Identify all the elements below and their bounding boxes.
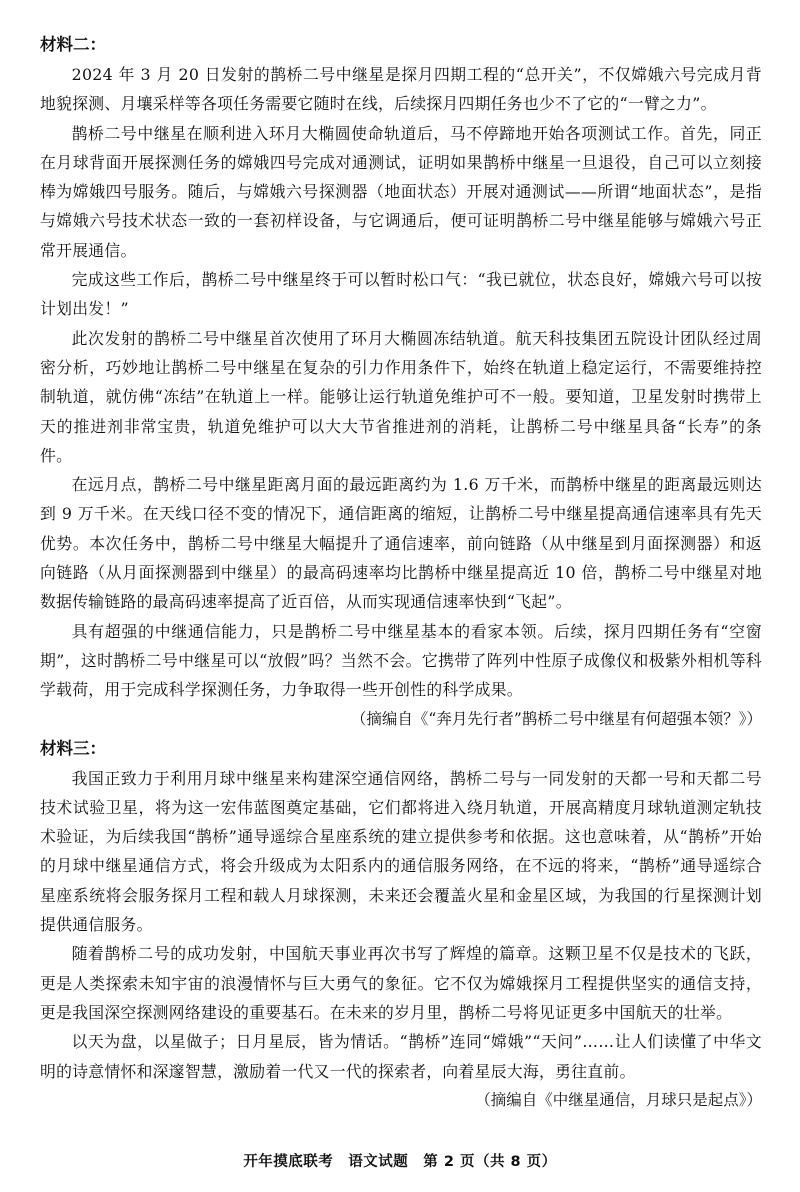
material-3-heading: 材料三： [40,738,106,758]
material-2-paragraph: 在远月点，鹊桥二号中继星距离月面的最远距离约为 1.6 万千米，而鹊桥中继星的距离最远则达到 9 万千米。在天线口径不变的情况下，通信距离的缩短，让鹊桥二号中继星提高通信速率具有先天优势。本次任务中，鹊桥二号中继星大幅提升了通信速率，前向链路（从中继星到月面探测器）和返向链路（从月面探测器到中继星）的最高码速率均比鹊桥中继星提高近 10 倍，鹊桥二号中继星对地数据传输链路的最高码速率提高了近百倍，从而实现通信速率快到“飞起”。 [40,475,762,612]
material-2-paragraph: 鹊桥二号中继星在顺利进入环月大椭圆使命轨道后，马不停蹄地开始各项测试工作。首先，同正在月球背面开展探测任务的嫦娥四号完成对通测试，证明如果鹊桥中继星一旦退役，自己可以立刻接棒为嫦娥四号服务。随后，与嫦娥六号探测器（地面状态）开展对通测试——所谓“地面状态”，是指与嫦娥六号技术状态一致的一套初样设备，与它调通后，便可证明鹊桥二号中继星能够与嫦娥六号正常开展通信。 [40,123,762,260]
material-3-paragraph: 我国正致力于利用月球中继星来构建深空通信网络，鹊桥二号与一同发射的天都一号和天都二号技术试验卫星，将为这一宏伟蓝图奠定基础，它们都将进入绕月轨道，开展高精度月球轨道测定轨技术验证，为后续我国“鹊桥”通导遥综合星座系统的建立提供参考和依据。这也意味着，从“鹊桥”开始的月球中继星通信方式，将会升级成为太阳系内的通信服务网络，在不远的将来，“鹊桥”通导遥综合星座系统将会服务探月工程和载人月球探测，未来还会覆盖火星和金星区域，为我国的行星探测计划提供通信服务。 [40,768,762,935]
document-page [40,30,762,1115]
material-3-paragraph: 以天为盘，以星做子；日月星辰，皆为情话。“鹊桥”连同“嫦娥”“天问”……让人们读懂了中华文明的诗意情怀和深邃智慧，激励着一代又一代的探索者，向着星辰大海，勇往直前。 [40,1032,762,1081]
page-footer: 开年摸底联考 语文试题 第 2 页（共 8 页） [243,1154,557,1170]
material-2-paragraph: 具有超强的中继通信能力，只是鹊桥二号中继星基本的看家本领。后续，探月四期任务有“空窗期”，这时鹊桥二号中继星可以“放假”吗？当然不会。它携带了阵列中性原子成像仪和极紫外相机等科学载荷，用于完成科学探测任务，力争取得一些开创性的科学成果。 [40,621,762,700]
material-2-heading: 材料二： [40,35,106,54]
material-3-source: （摘编自《中继星通信，月球只是起点》） [475,1090,762,1109]
material-2-source: （摘编自《“奔月先行者”鹊桥二号中继星有何超强本领？》） [350,709,762,728]
material-3-paragraph: 随着鹊桥二号的成功发射，中国航天事业再次书写了辉煌的篇章。这颗卫星不仅是技术的飞跃，更是人类探索未知宇宙的浪漫情怀与巨大勇气的象征。它不仅为嫦娥探月工程提供坚实的通信支持，更是我国深空探测网络建设的重要基石。在未来的岁月里，鹊桥二号将见证更多中国航天的壮举。 [40,944,762,1022]
material-2-paragraph: 2024 年 3 月 20 日发射的鹊桥二号中继星是探月四期工程的“总开关”，不仅嫦娥六号完成月背地貌探测、月壤采样等各项任务需要它随时在线，后续探月四期任务也少不了它的“一臂之力”。 [40,65,762,114]
material-2-paragraph: 完成这些工作后，鹊桥二号中继星终于可以暂时松口气：“我已就位，状态良好，嫦娥六号可以按计划出发！” [40,270,762,319]
material-2-paragraph: 此次发射的鹊桥二号中继星首次使用了环月大椭圆冻结轨道。航天科技集团五院设计团队经过周密分析，巧妙地让鹊桥二号中继星在复杂的引力作用条件下，始终在轨道上稳定运行，不需要维持控制轨道，就仿佛“冻结”在轨道上一样。能够让运行轨道免维护可不一般。要知道，卫星发射时携带上天的推进剂非常宝贵，轨道免维护可以大大节省推进剂的消耗，让鹊桥二号中继星具备“长寿”的条件。 [40,328,762,465]
